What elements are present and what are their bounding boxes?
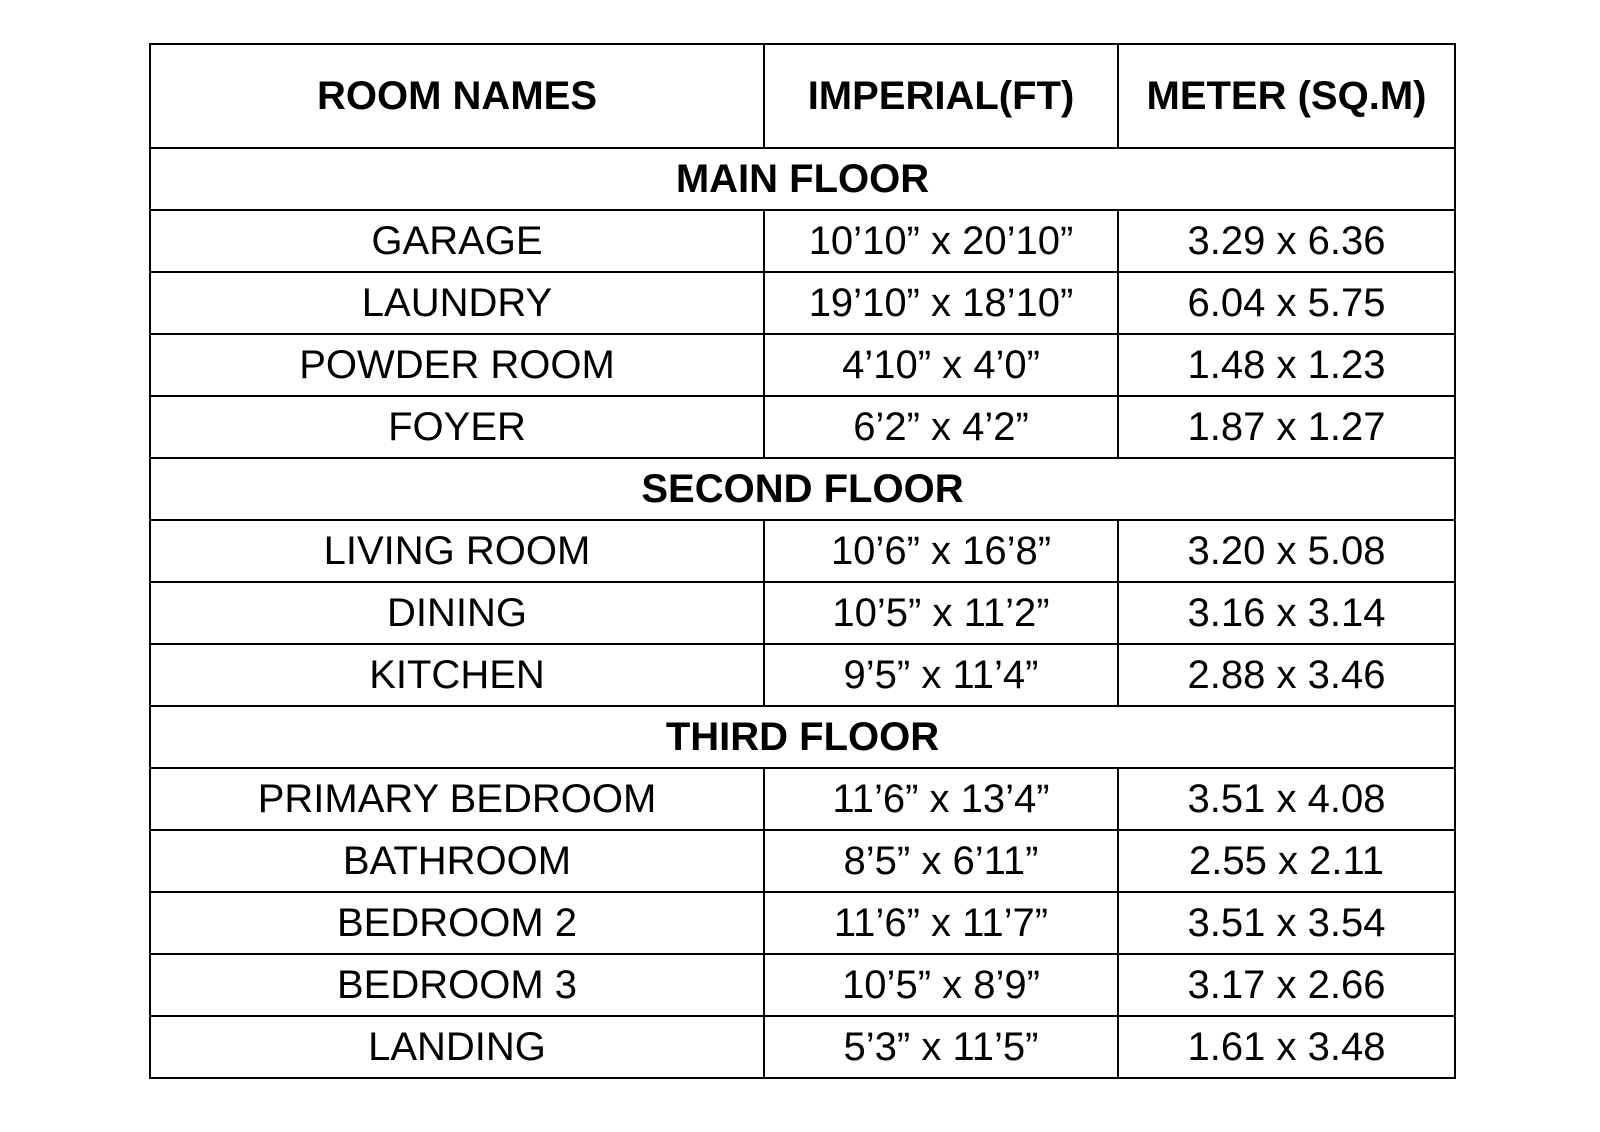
- table-row: [150, 644, 1455, 706]
- room-name-cell: PRIMARY BEDROOM: [150, 768, 764, 830]
- meter-cell: 3.51 x 4.08: [1118, 768, 1455, 830]
- table-row: [150, 954, 1455, 1016]
- imperial-cell: 4’10” x 4’0”: [764, 334, 1118, 396]
- room-name-cell: POWDER ROOM: [150, 334, 764, 396]
- table-row: [150, 272, 1455, 334]
- room-dimensions-table: [149, 43, 1456, 1079]
- room-name-cell: LAUNDRY: [150, 272, 764, 334]
- header-meter: METER (SQ.M): [1118, 44, 1455, 148]
- table-row: [150, 520, 1455, 582]
- imperial-cell: 10’5” x 11’2”: [764, 582, 1118, 644]
- imperial-cell: 9’5” x 11’4”: [764, 644, 1118, 706]
- room-name-cell: BEDROOM 2: [150, 892, 764, 954]
- section-title: MAIN FLOOR: [150, 148, 1455, 210]
- meter-cell: 2.88 x 3.46: [1118, 644, 1455, 706]
- table-row: [150, 768, 1455, 830]
- section-title: THIRD FLOOR: [150, 706, 1455, 768]
- table-row: [150, 582, 1455, 644]
- meter-cell: 3.20 x 5.08: [1118, 520, 1455, 582]
- meter-cell: 1.48 x 1.23: [1118, 334, 1455, 396]
- header-imperial: IMPERIAL(FT): [764, 44, 1118, 148]
- section-row: [150, 148, 1455, 210]
- room-name-cell: KITCHEN: [150, 644, 764, 706]
- section-row: [150, 706, 1455, 768]
- table-row: [150, 892, 1455, 954]
- meter-cell: 3.29 x 6.36: [1118, 210, 1455, 272]
- meter-cell: 1.61 x 3.48: [1118, 1016, 1455, 1078]
- meter-cell: 2.55 x 2.11: [1118, 830, 1455, 892]
- room-name-cell: DINING: [150, 582, 764, 644]
- header-room-names: ROOM NAMES: [150, 44, 764, 148]
- room-name-cell: FOYER: [150, 396, 764, 458]
- meter-cell: 3.17 x 2.66: [1118, 954, 1455, 1016]
- meter-cell: 6.04 x 5.75: [1118, 272, 1455, 334]
- table-row: [150, 830, 1455, 892]
- imperial-cell: 11’6” x 11’7”: [764, 892, 1118, 954]
- header-row: [150, 44, 1455, 148]
- table-body: [150, 148, 1455, 1078]
- room-name-cell: LIVING ROOM: [150, 520, 764, 582]
- meter-cell: 3.16 x 3.14: [1118, 582, 1455, 644]
- table-row: [150, 1016, 1455, 1078]
- imperial-cell: 19’10” x 18’10”: [764, 272, 1118, 334]
- imperial-cell: 5’3” x 11’5”: [764, 1016, 1118, 1078]
- table-row: [150, 334, 1455, 396]
- imperial-cell: 10’6” x 16’8”: [764, 520, 1118, 582]
- room-name-cell: BATHROOM: [150, 830, 764, 892]
- meter-cell: 3.51 x 3.54: [1118, 892, 1455, 954]
- imperial-cell: 11’6” x 13’4”: [764, 768, 1118, 830]
- imperial-cell: 10’5” x 8’9”: [764, 954, 1118, 1016]
- imperial-cell: 6’2” x 4’2”: [764, 396, 1118, 458]
- table-header: [150, 44, 1455, 148]
- imperial-cell: 10’10” x 20’10”: [764, 210, 1118, 272]
- room-name-cell: LANDING: [150, 1016, 764, 1078]
- room-name-cell: GARAGE: [150, 210, 764, 272]
- table-row: [150, 210, 1455, 272]
- section-row: [150, 458, 1455, 520]
- imperial-cell: 8’5” x 6’11”: [764, 830, 1118, 892]
- table-row: [150, 396, 1455, 458]
- section-title: SECOND FLOOR: [150, 458, 1455, 520]
- room-name-cell: BEDROOM 3: [150, 954, 764, 1016]
- meter-cell: 1.87 x 1.27: [1118, 396, 1455, 458]
